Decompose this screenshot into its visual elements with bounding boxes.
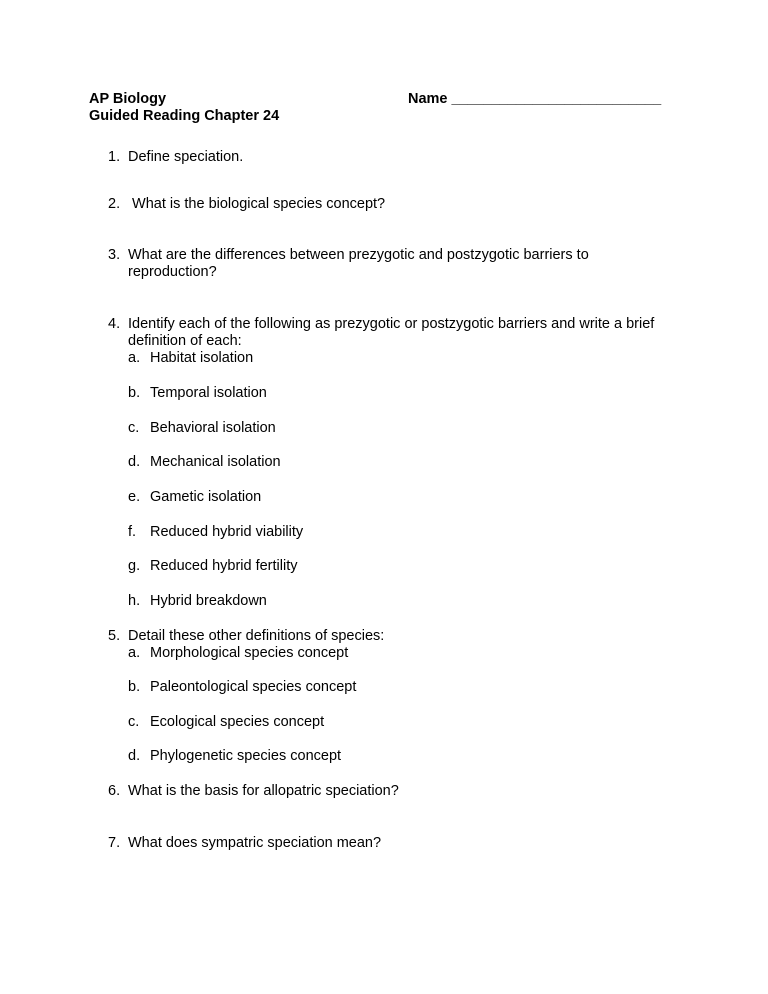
question-2 xyxy=(108,196,668,213)
sub-item-letter: c. xyxy=(128,420,140,436)
sub-item-text: Mechanical isolation xyxy=(150,454,281,470)
question-6 xyxy=(108,783,668,800)
sub-item-letter: b. xyxy=(128,679,141,695)
sub-item-text: Gametic isolation xyxy=(150,489,262,505)
question-text: What are the differences between prezygotic and postzygotic barriers to reproduction? xyxy=(128,247,589,280)
sub-item xyxy=(128,679,356,696)
question-text: Define speciation. xyxy=(128,149,244,165)
question-text: Identify each of the following as prezygotic or postzygotic barriers and write a brief definition of each: xyxy=(128,316,655,349)
sub-item-letter: c. xyxy=(128,714,140,730)
sub-item xyxy=(128,385,267,402)
chapter-title: Guided Reading Chapter 24 xyxy=(89,108,280,124)
sub-item-text: Habitat isolation xyxy=(150,350,254,366)
question-text: What does sympatric speciation mean? xyxy=(128,835,382,851)
question-7 xyxy=(108,835,668,852)
question-number: 1. xyxy=(108,149,121,165)
sub-item xyxy=(128,524,303,541)
question-text: What is the biological species concept? xyxy=(128,196,386,212)
sub-item xyxy=(128,645,348,662)
sub-item-letter: e. xyxy=(128,489,141,505)
sub-item-letter: f. xyxy=(128,524,137,540)
question-5 xyxy=(108,628,668,645)
sub-item xyxy=(128,489,261,506)
sub-item-text: Hybrid breakdown xyxy=(150,593,267,609)
sub-item xyxy=(128,350,253,367)
question-text: What is the basis for allopatric speciation? xyxy=(128,783,399,799)
question-3 xyxy=(108,247,668,281)
sub-item xyxy=(128,558,298,575)
question-number: 2. xyxy=(108,196,121,212)
sub-item xyxy=(128,454,281,471)
sub-item-text: Ecological species concept xyxy=(150,714,325,730)
sub-item-letter: d. xyxy=(128,454,141,470)
sub-item-text: Paleontological species concept xyxy=(150,679,357,695)
question-number: 3. xyxy=(108,247,121,263)
question-number: 5. xyxy=(108,628,121,644)
sub-item xyxy=(128,593,267,610)
question-1 xyxy=(108,149,668,166)
course-title: AP Biology xyxy=(89,91,167,107)
sub-item-letter: g. xyxy=(128,558,141,574)
sub-item-letter: a. xyxy=(128,350,141,366)
sub-item xyxy=(128,714,324,731)
sub-item-text: Reduced hybrid fertility xyxy=(150,558,298,574)
name-field-label: Name __________________________ xyxy=(408,91,662,107)
sub-item-text: Morphological species concept xyxy=(150,645,349,661)
sub-item-text: Phylogenetic species concept xyxy=(150,748,342,764)
question-number: 4. xyxy=(108,316,121,332)
question-text: Detail these other definitions of species: xyxy=(128,628,385,644)
sub-item-letter: a. xyxy=(128,645,141,661)
sub-item-text: Behavioral isolation xyxy=(150,420,276,436)
sub-item-letter: b. xyxy=(128,385,141,401)
sub-item-letter: h. xyxy=(128,593,141,609)
question-number: 7. xyxy=(108,835,121,851)
sub-item-letter: d. xyxy=(128,748,141,764)
sub-item-text: Reduced hybrid viability xyxy=(150,524,304,540)
sub-item xyxy=(128,420,276,437)
question-4 xyxy=(108,316,668,350)
question-number: 6. xyxy=(108,783,121,799)
sub-item xyxy=(128,748,341,765)
sub-item-text: Temporal isolation xyxy=(150,385,267,401)
